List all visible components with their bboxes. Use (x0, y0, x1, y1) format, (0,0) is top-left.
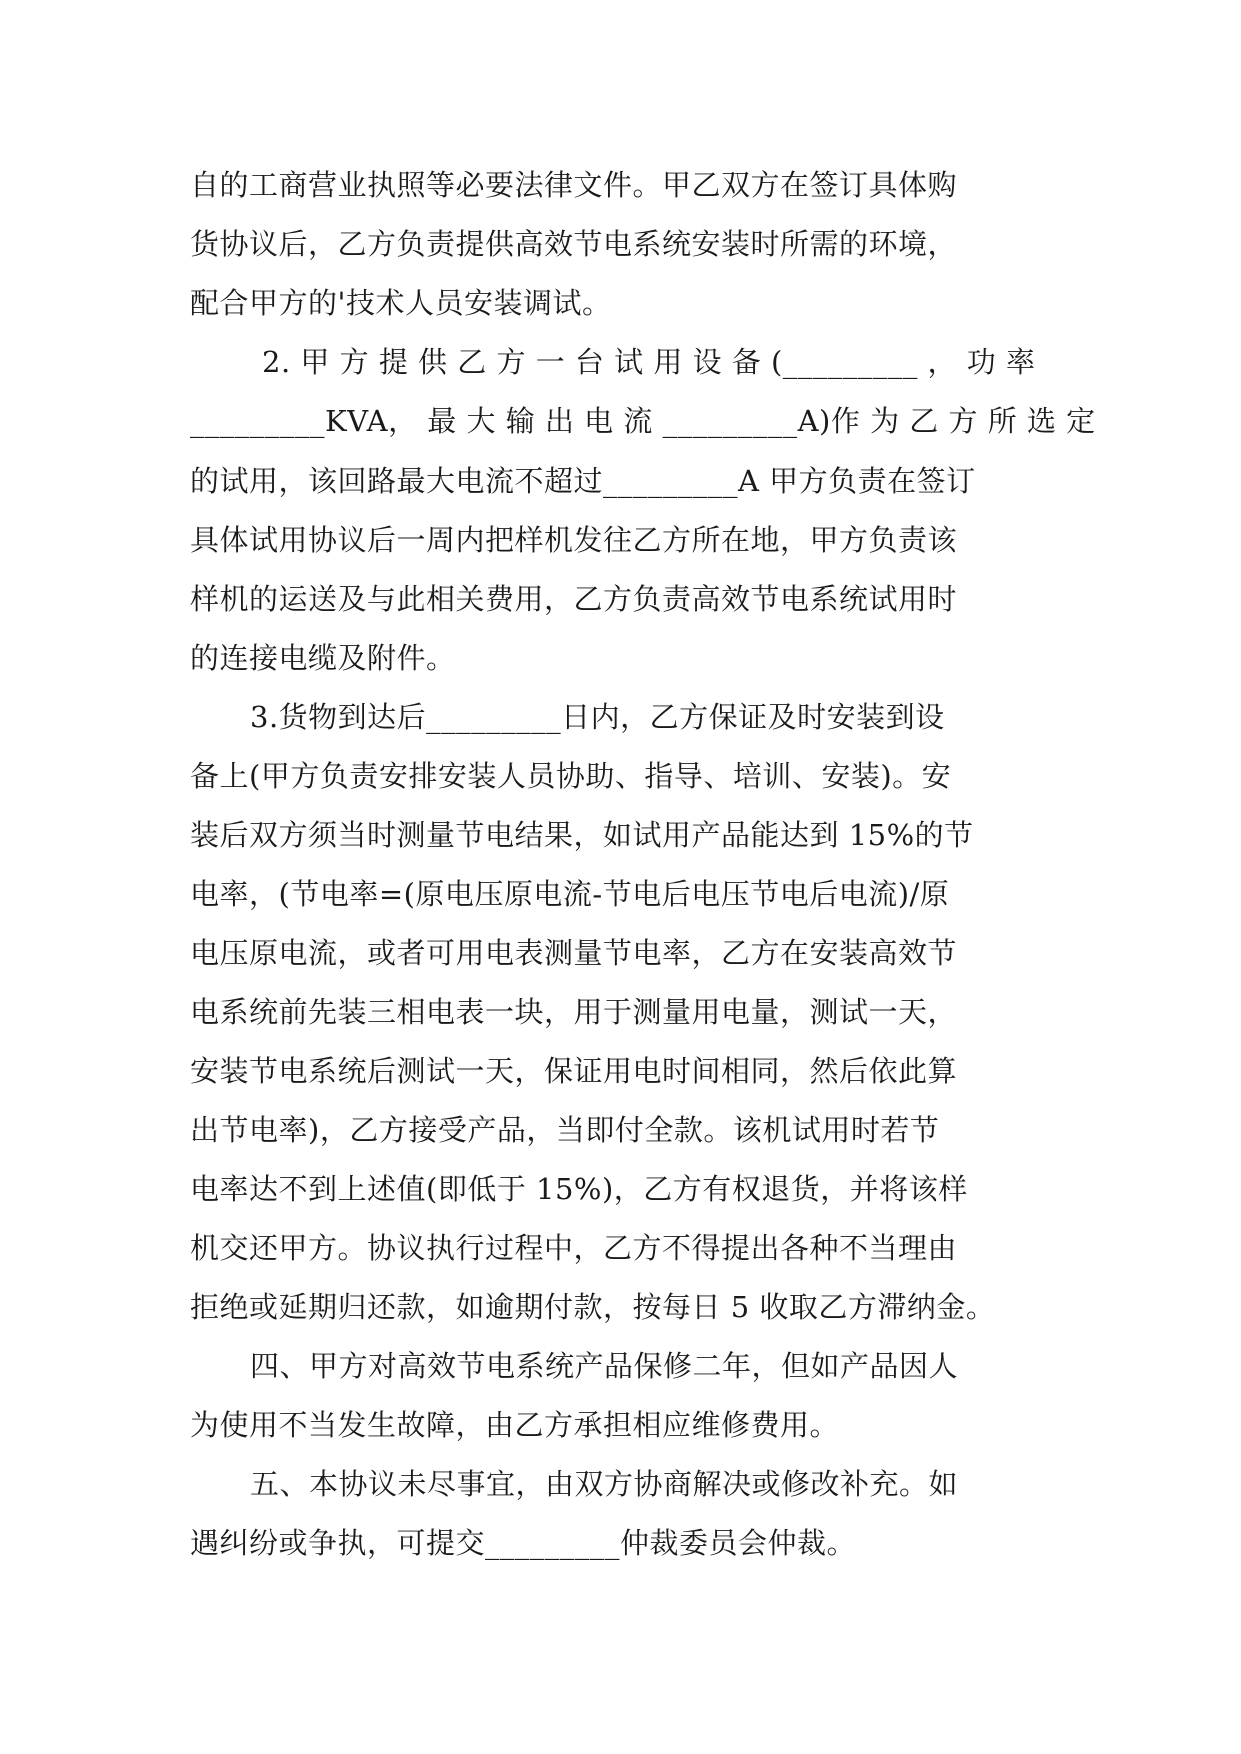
text-line: 配合甲方的'技术人员安装调试。 (190, 286, 612, 320)
text-line: 电率，(节电率=(原电压原电流-节电后电压节电后电流)/原 (190, 877, 950, 911)
text-line: 机交还甲方。协议执行过程中，乙方不得提出各种不当理由 (190, 1231, 958, 1265)
text-line: 自的工商营业执照等必要法律文件。甲乙双方在签订具体购 (190, 168, 958, 202)
text-line: 的试用，该回路最大电流不超过_________A 甲方负责在签订 (190, 464, 976, 498)
text-line: 为使用不当发生故障，由乙方承担相应维修费用。 (190, 1408, 840, 1442)
text-line: 样机的运送及与此相关费用，乙方负责高效节电系统试用时 (190, 582, 958, 616)
text-line: 四、甲方对高效节电系统产品保修二年，但如产品因人 (250, 1349, 959, 1383)
text-line: 电系统前先装三相电表一块，用于测量用电量，测试一天， (190, 995, 958, 1029)
text-line: 电压原电流，或者可用电表测量节电率，乙方在安装高效节 (190, 936, 958, 970)
text-line: 安装节电系统后测试一天，保证用电时间相同，然后依此算 (190, 1054, 958, 1088)
text-line: 电率达不到上述值(即低于 15%)，乙方有权退货，并将该样 (190, 1172, 968, 1206)
text-line: _________KVA， 最 大 输 出 电 流 _________A)作 为 乙 方 所 选 定 (190, 404, 1096, 438)
text-line: 拒绝或延期归还款，如逾期付款，按每日 5 收取乙方滞纳金。 (190, 1290, 996, 1324)
text-line: 具体试用协议后一周内把样机发往乙方所在地，甲方负责该 (190, 523, 958, 557)
text-line: 货协议后，乙方负责提供高效节电系统安装时所需的环境， (190, 227, 958, 261)
text-line: 3.货物到达后_________日内，乙方保证及时安装到设 (250, 700, 945, 734)
text-line: 的连接电缆及附件。 (190, 641, 456, 675)
text-line: 备上(甲方负责安排安装人员协助、指导、培训、安装)。安 (190, 759, 952, 793)
text-line: 出节电率)，乙方接受产品，当即付全款。该机试用时若节 (190, 1113, 940, 1147)
text-line: 2. 甲 方 提 供 乙 方 一 台 试 用 设 备 (_________ ， 功 率 (262, 345, 1036, 379)
text-line: 装后双方须当时测量节电结果，如试用产品能达到 15%的节 (190, 818, 974, 852)
text-line: 遇纠纷或争执，可提交_________仲裁委员会仲裁。 (190, 1526, 857, 1560)
text-line: 五、本协议未尽事宜，由双方协商解决或修改补充。如 (250, 1467, 959, 1501)
